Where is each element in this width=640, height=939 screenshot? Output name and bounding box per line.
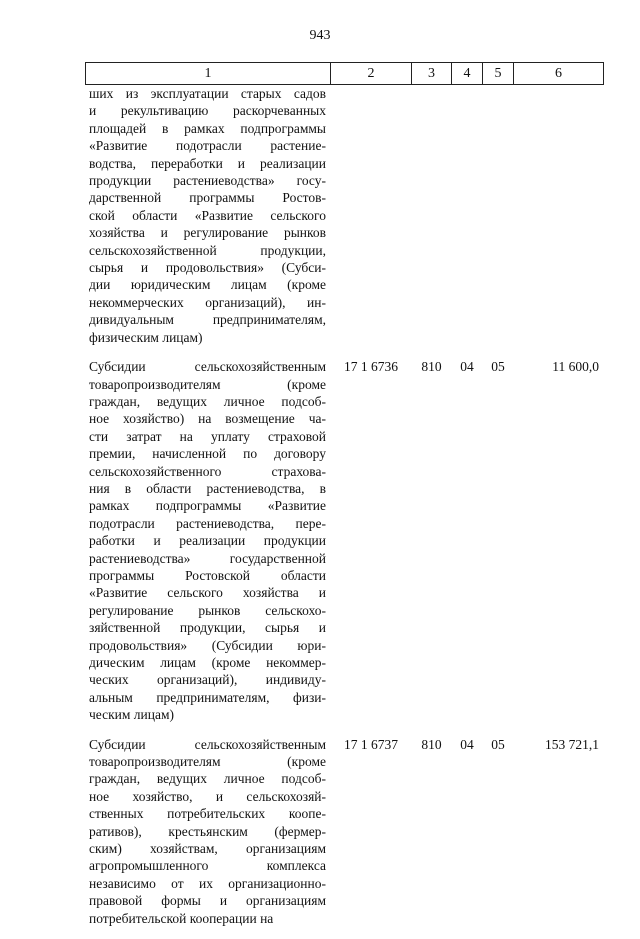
description-line: Субсидии сельскохозяйственным: [89, 358, 326, 375]
description-line: регулирование рынков сельскохо-: [89, 602, 326, 619]
amount-value: 11 600,0: [514, 358, 604, 736]
description-line: потребительской кооперации на: [89, 910, 326, 927]
column-header: 2: [331, 63, 412, 85]
description-line: некоммерческих организаций), ин-: [89, 294, 326, 311]
description-line: товаропроизводителям (кроме: [89, 753, 326, 770]
section-code: 04: [452, 736, 483, 939]
description-line: ской области «Развитие сельского: [89, 207, 326, 224]
description-line: площадей в рамках подпрограммы: [89, 120, 326, 137]
description-line: рамках подпрограммы «Развитие: [89, 497, 326, 514]
expense-type-code: [412, 85, 452, 359]
amount-value: 153 721,1: [514, 736, 604, 939]
description-line: ное хозяйство) на возмещение ча-: [89, 410, 326, 427]
budget-table: [85, 62, 604, 939]
subsection-code: 05: [483, 736, 514, 939]
description-line: сти затрат на уплату страховой: [89, 428, 326, 445]
description-line: ния в области растениеводства, в: [89, 480, 326, 497]
description-line: независимо от их организационно-: [89, 875, 326, 892]
description-line: физическим лицам): [89, 329, 326, 346]
row-description: [86, 85, 331, 359]
section-code: 04: [452, 358, 483, 736]
description-line: подотрасли растениеводства, пере-: [89, 515, 326, 532]
table-row: [86, 736, 604, 939]
description-line: ческих организаций), индивиду-: [89, 671, 326, 688]
description-line: ное хозяйство, и сельскохозяй-: [89, 788, 326, 805]
expense-type-code: 810: [412, 358, 452, 736]
description-line: и рекультивацию раскорчеванных: [89, 102, 326, 119]
description-line: программы Ростовской области: [89, 567, 326, 584]
row-description: [86, 736, 331, 939]
column-header: 5: [483, 63, 514, 85]
target-article-code: 17 1 6737: [331, 736, 412, 939]
column-header: 1: [86, 63, 331, 85]
description-line: ственных потребительских коопе-: [89, 805, 326, 822]
description-line: товаропроизводителям (кроме: [89, 376, 326, 393]
description-line: растениеводства» государственной: [89, 550, 326, 567]
description-line: сельскохозяйственного страхова-: [89, 463, 326, 480]
description-line: сельскохозяйственной продукции,: [89, 242, 326, 259]
description-line: ративов), крестьянским (фермер-: [89, 823, 326, 840]
target-article-code: [331, 85, 412, 359]
page-number: 943: [0, 28, 640, 44]
column-number-row: [86, 63, 604, 85]
description-line: «Развитие подотрасли растение-: [89, 137, 326, 154]
column-header: 6: [514, 63, 604, 85]
description-line: зяйственной продукции, сырья и: [89, 619, 326, 636]
table-row: [86, 358, 604, 736]
column-header: 4: [452, 63, 483, 85]
description-line: дарственной программы Ростов-: [89, 189, 326, 206]
description-line: работки и реализации продукции: [89, 532, 326, 549]
description-line: граждан, ведущих личное подсоб-: [89, 770, 326, 787]
table-row: [86, 85, 604, 359]
description-line: дивидуальным предпринимателям,: [89, 311, 326, 328]
description-line: Субсидии сельскохозяйственным: [89, 736, 326, 753]
description-line: ским) хозяйствам, организациям: [89, 840, 326, 857]
description-line: ших из эксплуатации старых садов: [89, 85, 326, 102]
subsection-code: 05: [483, 358, 514, 736]
description-line: хозяйства и регулирование рынков: [89, 224, 326, 241]
description-line: водства, переработки и реализации: [89, 155, 326, 172]
column-header: 3: [412, 63, 452, 85]
description-line: ческим лицам): [89, 706, 326, 723]
description-line: агропромышленного комплекса: [89, 857, 326, 874]
amount-value: [514, 85, 604, 359]
subsection-code: [483, 85, 514, 359]
description-line: граждан, ведущих личное подсоб-: [89, 393, 326, 410]
table-body: [86, 85, 604, 939]
description-line: продовольствия» (Субсидии юри-: [89, 637, 326, 654]
row-description: [86, 358, 331, 736]
expense-type-code: 810: [412, 736, 452, 939]
description-line: дическим лицам (кроме некоммер-: [89, 654, 326, 671]
description-line: продукции растениеводства» госу-: [89, 172, 326, 189]
target-article-code: 17 1 6736: [331, 358, 412, 736]
description-line: сырья и продовольствия» (Субси-: [89, 259, 326, 276]
section-code: [452, 85, 483, 359]
description-line: дии юридическим лицам (кроме: [89, 276, 326, 293]
description-line: «Развитие сельского хозяйства и: [89, 584, 326, 601]
description-line: премии, начисленной по договору: [89, 445, 326, 462]
description-line: альным предпринимателям, физи-: [89, 689, 326, 706]
description-line: правовой формы и организациям: [89, 892, 326, 909]
